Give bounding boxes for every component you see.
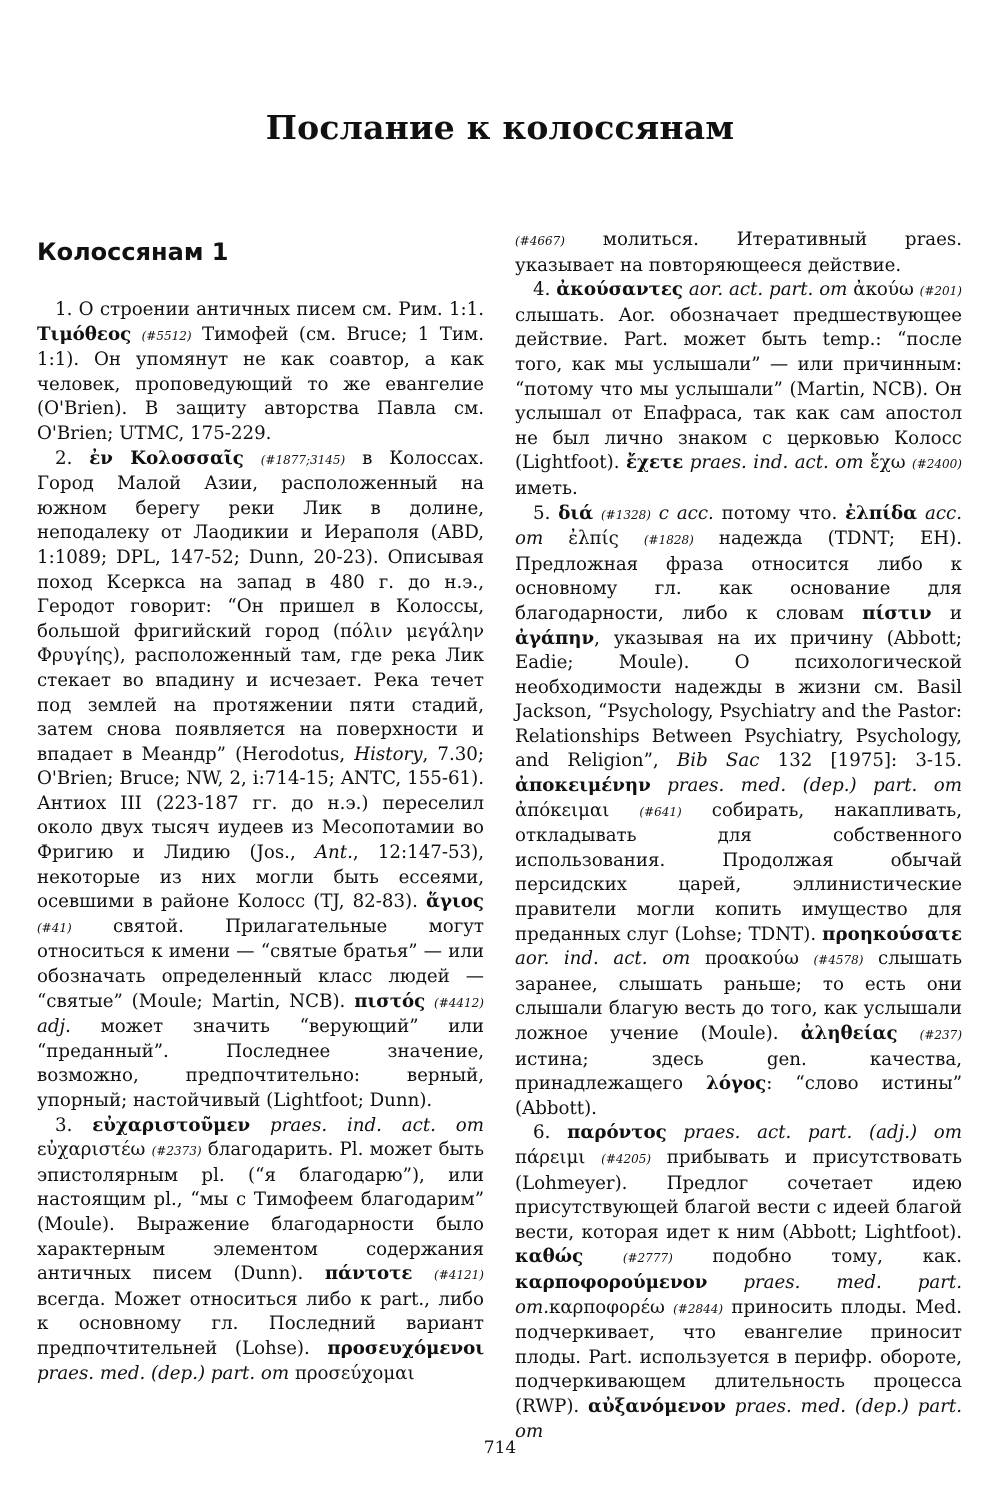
strongs-reference: (#1877;3145) xyxy=(260,452,346,467)
italic-note: praes. med. (dep.) part. om xyxy=(667,775,962,797)
text-run xyxy=(651,503,659,524)
text-run xyxy=(131,324,141,345)
text-run: : “слово истины” (Abbott). xyxy=(515,1073,962,1119)
text-run: 6. xyxy=(533,1122,568,1144)
text-run: истина; здесь gen. качества, принадлежащего xyxy=(515,1048,962,1095)
italic-note: Ant. xyxy=(314,842,353,864)
text-run: 2. xyxy=(55,447,90,469)
greek-term: παρόντος xyxy=(567,1122,667,1144)
strongs-reference: (#641) xyxy=(639,804,682,819)
text-run: благодарить. Pl. может быть эпистолярным pl. (“я благодарю”), или настоящим pl., “мы с Тимофеем благодарим” (Moule). Выражение благодарности было характерным элементом содержания античных писем (Dunn). xyxy=(37,1139,484,1285)
italic-note: praes. ind. act. om xyxy=(270,1114,484,1136)
text-run: и xyxy=(931,602,962,624)
strongs-reference: (#1828) xyxy=(643,533,694,548)
greek-term: πιστός xyxy=(354,990,426,1012)
strongs-reference: (#201) xyxy=(919,284,962,299)
greek-term: ἀληθείας xyxy=(800,1023,898,1044)
text-run: , указывая на их причину (Abbott; Eadie; Moule). О психологической необходимости надежды в жизни см. Basil Jackson, “Psychology, Psychiatry and the Pastor: Relationships Between Psychiatry, Psychology, and Religion”, xyxy=(515,627,962,772)
paragraph-verse-3-continued xyxy=(515,228,962,278)
strongs-reference: (#237) xyxy=(919,1028,962,1042)
text-run: ἔχω xyxy=(863,452,913,474)
italic-note: praes. med. (dep.) part. om xyxy=(37,1362,290,1384)
text-run xyxy=(583,1246,623,1267)
right-column xyxy=(515,228,962,1444)
paragraph-verse-4 xyxy=(515,278,962,501)
paragraph-verse-3 xyxy=(37,1114,484,1387)
text-run: εὐχαριστέω xyxy=(37,1139,152,1161)
text-run: ἀπόκειμαι xyxy=(515,799,640,821)
greek-term: λόγος xyxy=(706,1073,767,1095)
strongs-reference: (#4121) xyxy=(434,1268,484,1283)
text-run: καρποφορέω xyxy=(548,1296,674,1318)
italic-note: praes. act. part. (adj.) om xyxy=(683,1122,962,1144)
greek-term: ἀκούσαντες xyxy=(556,279,684,301)
left-column xyxy=(37,236,484,1386)
greek-term: πίστιν xyxy=(862,602,932,624)
text-run xyxy=(244,448,261,469)
greek-term: πάντοτε xyxy=(324,1263,413,1285)
italic-note: acc. om xyxy=(515,502,962,550)
text-run: потому что. xyxy=(713,502,846,524)
greek-term: προηκούσατε xyxy=(822,923,962,945)
text-run xyxy=(917,503,925,524)
greek-term: Τιμόθεος xyxy=(37,323,132,345)
text-run: иметь. xyxy=(515,477,578,499)
text-run: προσεύχομαι xyxy=(289,1362,415,1384)
text-run: подобно тому, как. xyxy=(672,1246,962,1268)
greek-term: ἐλπίδα xyxy=(845,502,918,524)
text-run: слышать заранее, слышать раньше; то есть они слышали благую весть до того, как услышали ложное учение (Moule). xyxy=(515,948,962,1044)
text-run xyxy=(667,1122,684,1143)
italic-note: praes. med. (dep.) part. om xyxy=(515,1395,962,1442)
strongs-reference: (#4205) xyxy=(601,1151,652,1166)
strongs-reference: (#41) xyxy=(37,920,72,935)
text-run: ἐλπίς xyxy=(543,528,644,550)
text-run xyxy=(250,1115,270,1136)
paragraph-verse-2 xyxy=(37,447,484,1114)
text-run xyxy=(425,991,434,1012)
page-number: 714 xyxy=(483,1438,517,1458)
text-run xyxy=(898,1023,920,1044)
text-run: надежда (TDNT; EH). Предложная фраза относится либо к основному гл. как основание для благодарности, либо к словам xyxy=(515,528,963,624)
greek-term: ἐν Κολοσσαῖς xyxy=(89,447,244,469)
text-run: может значить “верующий” или “преданный”. Последнее значение, возможно, предпочтительно: верный, упорный; настойчивый (Lightfoot; Dunn). xyxy=(37,1016,484,1111)
text-run: в Колоссах. Город Малой Азии, расположенный на южном берегу реки Лик в долине, неподалеку от Лаодикии и Иераполя (ABD, 1:1089; DPL, 147-52; Dunn, 20-23). Описывая поход Ксеркса на запад в 480 г. до н.э., Геродот говорит: “Он пришел в Колоссы, большой фригийский город (πόλιν μεγάλην Φρυγίης), расположенный там, где река Лик стекает во впадину и исчезает. Река течет под землей на протяжении пяти стадий, затем снова появляется на поверхности и впадает в Меандр” (Herodotus, xyxy=(37,447,484,765)
greek-term: προσευχόμενοι xyxy=(327,1337,484,1359)
italic-note: adj. xyxy=(37,1016,71,1038)
text-run xyxy=(593,503,601,524)
text-run: 132 [1975]: 3-15. xyxy=(759,750,962,772)
text-run: ἀκούω xyxy=(847,279,920,301)
strongs-reference: (#2844) xyxy=(673,1301,724,1316)
greek-term: ἀγάπην xyxy=(515,627,595,649)
strongs-reference: (#2373) xyxy=(151,1144,202,1159)
strongs-reference: (#4578) xyxy=(813,953,864,968)
text-run: собирать, накапливать, откладывать для собственного использования. Продолжая обычай персидских царей, эллинистические правители могли копить имущество для преданных слуг (Lohse; TDNT). xyxy=(515,799,962,945)
strongs-reference: (#4412) xyxy=(434,995,484,1010)
text-run: Тимофей (см. Bruce; 1 Тим. 1:1). Он упомянут не как соавтор, а как человек, проповедующий то же евангелие (O'Brien). В защиту авторства Павла см. O'Brien; UTMC, 175-229. xyxy=(37,323,484,444)
greek-term: ἅγιος xyxy=(425,891,484,913)
strongs-reference: (#5512) xyxy=(141,328,192,343)
strongs-reference: (#2400) xyxy=(912,457,962,472)
italic-note: History xyxy=(354,743,423,765)
greek-term: ἔχετε xyxy=(625,452,684,474)
greek-term: καθώς xyxy=(515,1246,584,1268)
chapter-heading: Колоссянам 1 xyxy=(37,238,229,266)
text-run: приносить плоды. Med. подчеркивает, что евангелие приносит плоды. Part. используется в перифр. обороте, подчеркивающем длительность процесса (RWP). xyxy=(515,1296,962,1417)
italic-note: praes. ind. act. om xyxy=(689,452,864,474)
italic-note: praes. med. part. om. xyxy=(515,1271,962,1318)
greek-term: ἀποκειμένην xyxy=(515,775,651,797)
italic-note: aor. ind. act. om xyxy=(515,948,691,970)
greek-term: αὐξανόμενον xyxy=(588,1395,726,1417)
greek-term: διά xyxy=(558,502,594,524)
italic-note: c acc. xyxy=(658,502,714,524)
strongs-reference: (#2777) xyxy=(622,1251,673,1266)
text-run: всегда. Может относиться либо к part., либо к основному гл. Последний вариант предпочтительней (Lohse). xyxy=(37,1288,484,1359)
strongs-reference: (#4667) xyxy=(515,234,565,248)
paragraph-verse-1 xyxy=(37,298,484,447)
text-run: святой. Прилагательные могут относиться к имени — “святые братья” — или обозначать определенный класс людей — “святые” (Moule; Martin, NCB). xyxy=(37,915,484,1012)
text-run: 3. xyxy=(55,1114,93,1136)
text-run: , 7.30; O'Brien; Bruce; NW, 2, i:714-15; ANTC, 155-61). Антиох III (223-187 гг. до н.э.) переселил около двух тысяч иудеев из Месопотамии во Фригию и Лидию (Jos., xyxy=(37,743,484,864)
text-run: , 12:147-53), некоторые из них могли быть ессеями, осевшими в районе Колосс (TJ, 82-83). xyxy=(37,842,484,913)
text-run: слышать. Aor. обозначает предшествующее действие. Part. может быть temp.: “после того, как мы услышали” — или причинным: “потому что мы услышали” (Martin, NCB). Он услышал от Епафраса, так как сам апостол не был лично знаком с церковью Колосс (Lightfoot). xyxy=(515,304,962,474)
text-run xyxy=(412,1263,434,1284)
text-run: прибывать и присутствовать (Lohmeyer). Предлог сочетает идею присутствующей благой вести с идеей благой вести, которая идет к ним (Abbott; Lightfoot). xyxy=(515,1146,962,1243)
strongs-reference: (#1328) xyxy=(600,507,651,522)
text-run: πάρειμι xyxy=(515,1146,602,1168)
text-run: 4. xyxy=(533,279,557,301)
text-run: 5. xyxy=(533,502,559,524)
page-title: Послание к колоссянам xyxy=(265,108,735,147)
text-run xyxy=(726,1396,735,1417)
greek-term: εὐχαριστοῦμεν xyxy=(92,1114,251,1136)
greek-term: καρποφορούμενον xyxy=(515,1271,708,1293)
italic-note: Bib Sac xyxy=(676,750,760,772)
text-run: молиться. Итеративный praes. указывает на повторяющееся действие. xyxy=(515,229,962,276)
text-run xyxy=(707,1272,743,1293)
text-run xyxy=(651,775,667,796)
text-run: προακούω xyxy=(690,948,814,970)
paragraph-verse-6 xyxy=(515,1121,962,1444)
text-run: 1. О строении античных писем см. Рим. 1:1. xyxy=(55,299,484,320)
paragraph-verse-5 xyxy=(515,502,962,1122)
italic-note: aor. act. part. om xyxy=(688,279,848,301)
